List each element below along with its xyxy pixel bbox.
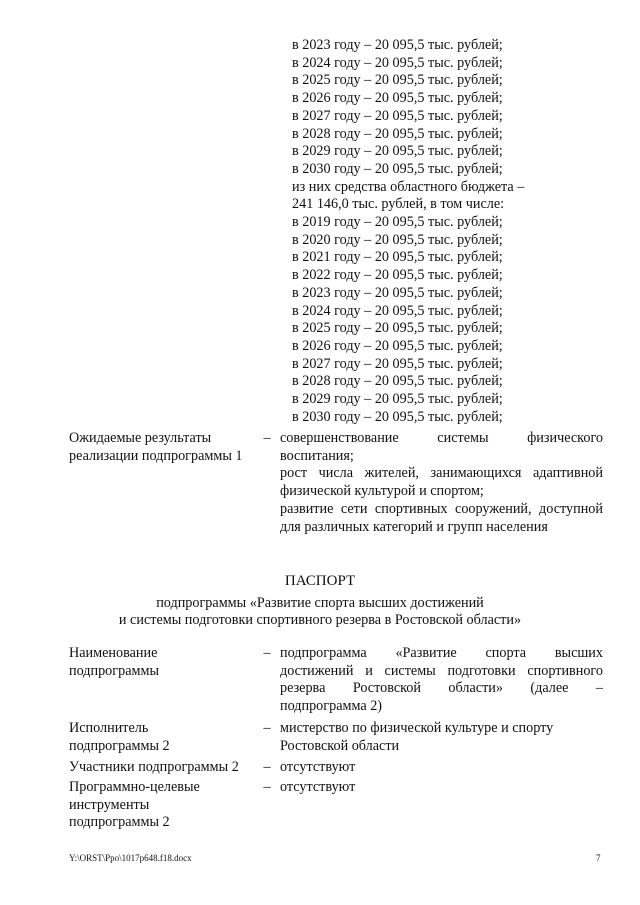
passport-row-executor bbox=[69, 720, 603, 756]
budget-line: в 2028 году – 20 095,5 тыс. рублей; bbox=[292, 125, 503, 142]
value-line: резерва Ростовской области» (далее – bbox=[280, 680, 603, 697]
passport-row-participants bbox=[69, 759, 603, 777]
label-line: Участники подпрограммы 2 bbox=[69, 759, 239, 775]
regional-budget-line: в 2028 году – 20 095,5 тыс. рублей; bbox=[292, 373, 503, 390]
passport-row-instruments bbox=[69, 779, 603, 833]
budget-line: в 2029 году – 20 095,5 тыс. рублей; bbox=[292, 143, 503, 160]
regional-budget-line: в 2029 году – 20 095,5 тыс. рублей; bbox=[292, 391, 503, 408]
label-line: реализации подпрограммы 1 bbox=[69, 447, 243, 464]
regional-budget-line: в 2024 году – 20 095,5 тыс. рублей; bbox=[292, 302, 503, 319]
footer-file-path: Y:\ORST\Ppo\1017p648.f18.docx bbox=[69, 853, 192, 863]
regional-budget-line: в 2026 году – 20 095,5 тыс. рублей; bbox=[292, 337, 503, 354]
label-line: подпрограммы 2 bbox=[69, 814, 170, 831]
label-line: Ожидаемые результаты bbox=[69, 430, 212, 446]
dash: – bbox=[263, 779, 271, 795]
row-label bbox=[69, 645, 264, 680]
regional-budget-heading: из них средства областного бюджета – bbox=[292, 178, 525, 195]
value-line: Ростовской области bbox=[280, 737, 400, 754]
budget-line: в 2027 году – 20 095,5 тыс. рублей; bbox=[292, 107, 503, 124]
row-label bbox=[69, 720, 264, 755]
regional-budget-line: в 2030 году – 20 095,5 тыс. рублей; bbox=[292, 408, 503, 425]
row-label bbox=[69, 759, 264, 777]
row-value bbox=[280, 720, 603, 755]
budget-line: в 2026 году – 20 095,5 тыс. рублей; bbox=[292, 90, 503, 107]
regional-budget-line: в 2019 году – 20 095,5 тыс. рублей; bbox=[292, 214, 503, 231]
value-line: отсутствуют bbox=[280, 779, 356, 795]
budget-amounts bbox=[292, 37, 602, 426]
expected-results-value bbox=[280, 430, 603, 536]
label-line: Программно-целевые bbox=[69, 779, 200, 795]
regional-budget-line: в 2022 году – 20 095,5 тыс. рублей; bbox=[292, 267, 503, 284]
regional-budget-line: в 2020 году – 20 095,5 тыс. рублей; bbox=[292, 231, 503, 248]
row-label bbox=[69, 779, 264, 832]
budget-line: в 2025 году – 20 095,5 тыс. рублей; bbox=[292, 72, 503, 89]
passport-subtitle-line: подпрограммы «Развитие спорта высших достижений bbox=[156, 595, 484, 611]
budget-line: в 2030 году – 20 095,5 тыс. рублей; bbox=[292, 160, 503, 177]
label-line: подпрограммы 2 bbox=[69, 737, 170, 754]
result-item: развитие сети спортивных сооружений, доступной для различных категорий и групп населения bbox=[280, 500, 603, 535]
passport-subtitle-line: и системы подготовки спортивного резерва в Ростовской области» bbox=[118, 612, 522, 628]
budget-line: в 2023 году – 20 095,5 тыс. рублей; bbox=[292, 37, 503, 53]
row-value bbox=[280, 645, 603, 716]
dash: – bbox=[263, 759, 271, 775]
regional-budget-line: в 2025 году – 20 095,5 тыс. рублей; bbox=[292, 320, 503, 337]
regional-budget-heading: 241 146,0 тыс. рублей, в том числе: bbox=[292, 196, 505, 213]
expected-results-row bbox=[69, 430, 603, 554]
regional-budget-line: в 2027 году – 20 095,5 тыс. рублей; bbox=[292, 355, 503, 372]
label-line: инструменты bbox=[69, 796, 150, 813]
value-line: подпрограмма 2) bbox=[280, 698, 383, 715]
value-line: подпрограмма «Развитие спорта высших bbox=[280, 645, 603, 661]
regional-budget-line: в 2021 году – 20 095,5 тыс. рублей; bbox=[292, 249, 503, 266]
footer-page-number: 7 bbox=[596, 853, 601, 863]
passport-row-name bbox=[69, 645, 603, 717]
dash: – bbox=[263, 645, 271, 661]
passport-title: ПАСПОРТ bbox=[284, 573, 356, 589]
value-line: отсутствуют bbox=[280, 759, 356, 775]
expected-results-label bbox=[69, 430, 264, 465]
label-line: Исполнитель bbox=[69, 720, 149, 736]
value-line: мистерство по физической культуре и спорту bbox=[280, 720, 554, 736]
label-line: Наименование bbox=[69, 645, 158, 661]
dash: – bbox=[263, 720, 271, 736]
row-value bbox=[280, 779, 603, 797]
dash: – bbox=[263, 430, 271, 446]
result-item: рост числа жителей, занимающихся адаптивной физической культурой и спортом; bbox=[280, 465, 603, 500]
value-line: достижений и системы подготовки спортивного bbox=[280, 662, 603, 679]
label-line: подпрограммы bbox=[69, 662, 159, 679]
budget-line: в 2024 году – 20 095,5 тыс. рублей; bbox=[292, 54, 503, 71]
regional-budget-line: в 2023 году – 20 095,5 тыс. рублей; bbox=[292, 284, 503, 301]
row-value bbox=[280, 759, 603, 777]
result-item: совершенствование системы физического воспитания; bbox=[280, 430, 603, 464]
